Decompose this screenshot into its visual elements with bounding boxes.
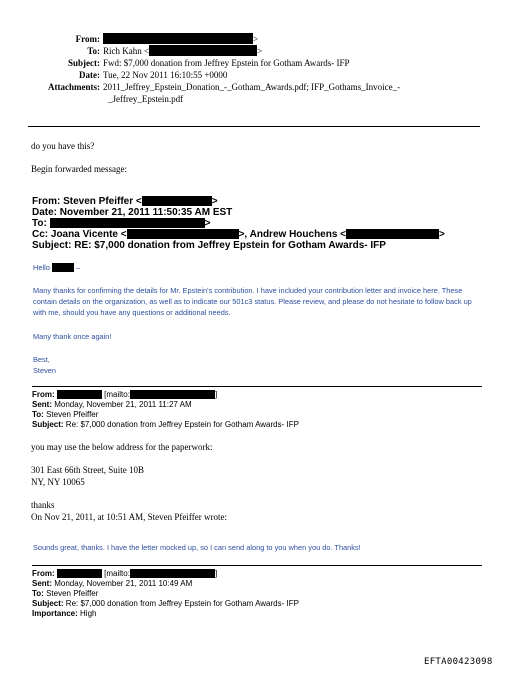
divider bbox=[28, 126, 480, 127]
redaction-block bbox=[346, 229, 439, 239]
reply-to: To: Steven Pfeiffer bbox=[32, 410, 99, 419]
subject-label: Subject: bbox=[68, 58, 100, 68]
forwarded-subject: Subject: RE: $7,000 donation from Jeffrey Epstein for Gotham Awards- IFP bbox=[32, 240, 386, 251]
body-line: do you have this? bbox=[31, 141, 95, 151]
reply-from: From: [mailto: ] bbox=[32, 569, 218, 578]
redaction-block bbox=[149, 45, 257, 56]
from-value: > bbox=[103, 33, 258, 45]
body-line: you may use the below address for the paperwork: bbox=[31, 442, 213, 452]
divider bbox=[32, 565, 482, 566]
from-label: From: bbox=[75, 34, 100, 44]
quoted-message: Sounds great, thanks. I have the letter mocked up, so I can send along to you when you do. Thanks! bbox=[33, 543, 361, 552]
redaction-block bbox=[52, 263, 74, 272]
reply-sent: Sent: Monday, November 21, 2011 11:27 AM bbox=[32, 400, 192, 409]
forwarded-to: To: > bbox=[32, 218, 211, 229]
greeting: Hello – bbox=[33, 263, 81, 272]
body-line: Begin forwarded message: bbox=[31, 164, 127, 174]
reply-from: From: [mailto: ] bbox=[32, 390, 218, 399]
forwarded-date: Date: November 21, 2011 11:50:35 AM EST bbox=[32, 207, 233, 218]
reply-importance: Importance: High bbox=[32, 609, 97, 618]
redaction-block bbox=[127, 229, 239, 239]
quote-header: On Nov 21, 2011, at 10:51 AM, Steven Pfeiffer wrote: bbox=[31, 512, 227, 522]
redaction-block bbox=[103, 33, 253, 44]
redaction-block bbox=[57, 390, 102, 399]
email-header bbox=[0, 33, 512, 105]
date-label: Date: bbox=[79, 70, 100, 80]
signoff: Best, bbox=[33, 355, 50, 364]
divider bbox=[32, 386, 482, 387]
forwarded-cc: Cc: Joana Vicente < >, Andrew Houchens < > bbox=[32, 229, 445, 240]
redaction-block bbox=[142, 196, 212, 206]
message-thanks: Many thank once again! bbox=[33, 332, 112, 341]
body-line: thanks bbox=[31, 500, 55, 510]
attachment-link[interactable]: _Jeffrey_Epstein.pdf bbox=[108, 94, 184, 104]
redaction-block bbox=[130, 390, 215, 399]
to-label: To: bbox=[87, 46, 100, 56]
signoff-name: Steven bbox=[33, 366, 57, 375]
message-paragraph: Many thanks for confirming the details for Mr. Epstein's contribution. I have included your contribution letter and invoice here. These contain details on the organization, as well as to indicate our 501c3 status. Please review, and please do not hesitate to follow back up with me, should you have any questions or additional needs. bbox=[33, 286, 472, 317]
redaction-block bbox=[57, 569, 102, 578]
reply-subject: Subject: Re: $7,000 donation from Jeffrey Epstein for Gotham Awards- IFP bbox=[32, 420, 299, 429]
reply-to: To: Steven Pfeiffer bbox=[32, 589, 99, 598]
document-id: EFTA00423098 bbox=[424, 657, 493, 667]
address-line: NY, NY 10065 bbox=[31, 477, 85, 487]
date-value: Tue, 22 Nov 2011 16:10:55 +0000 bbox=[103, 70, 228, 80]
attachment-link[interactable]: 2011_Jeffrey_Epstein_Donation_-_Gotham_Awards.pdf; IFP_Gothams_Invoice_- bbox=[103, 82, 401, 92]
reply-sent: Sent: Monday, November 21, 2011 10:49 AM bbox=[32, 579, 193, 588]
address-line: 301 East 66th Street, Suite 10B bbox=[31, 465, 144, 475]
redaction-block bbox=[50, 218, 205, 228]
to-value: Rich Kahn < > bbox=[103, 46, 263, 56]
attachments-label: Attachments: bbox=[48, 82, 100, 92]
reply-subject: Subject: Re: $7,000 donation from Jeffrey Epstein for Gotham Awards- IFP bbox=[32, 599, 299, 608]
redaction-block bbox=[130, 569, 215, 578]
subject-value: Fwd: $7,000 donation from Jeffrey Epstein for Gotham Awards- IFP bbox=[103, 58, 350, 68]
forwarded-from: From: Steven Pfeiffer < > bbox=[32, 196, 218, 207]
